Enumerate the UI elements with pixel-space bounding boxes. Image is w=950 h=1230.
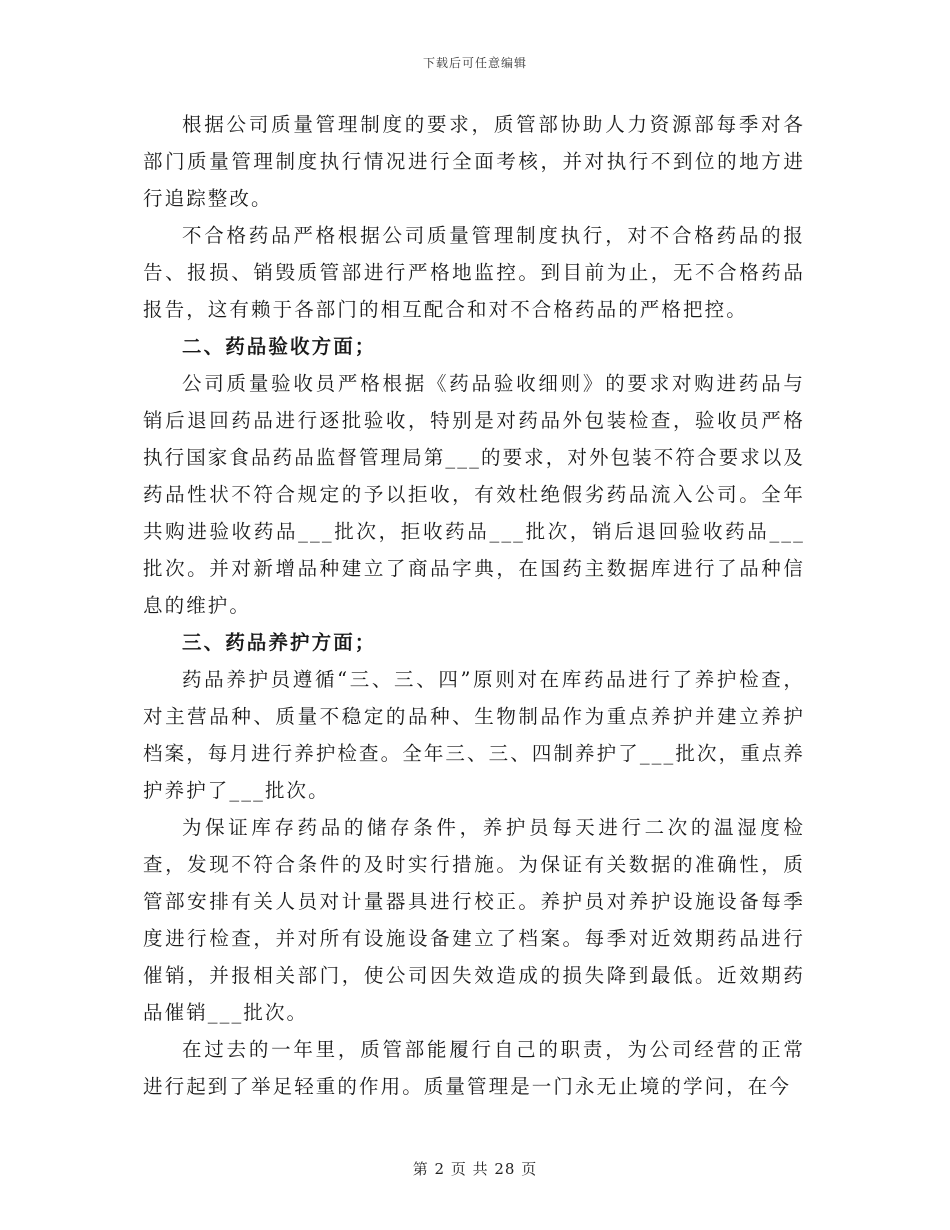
paragraph-acceptance: 公司质量验收员严格根据《药品验收细则》的要求对购进药品与销后退回药品进行逐批验收，特别是对药品外包装检查，验收员严格执行国家食品药品监督管理局第___的要求，对外包装不符合要求以及药品性状不符合规定的予以拒收，有效杜绝假劣药品流入公司。全年共购进验收药品___批次，拒收药品___批次，销后退回验收药品___批次。并对新增品种建立了商品字典，在国药主数据库进行了品种信息的维护。 [143, 372, 805, 617]
paragraph-assessment: 根据公司质量管理制度的要求，质管部协助人力资源部每季对各部门质量管理制度执行情况进行全面考核，并对执行不到位的地方进行追踪整改。 [143, 113, 805, 210]
section-heading-maintenance: 三、药品养护方面； [182, 631, 377, 654]
section-heading-acceptance: 二、药品验收方面； [182, 335, 377, 358]
document-body [143, 106, 805, 1105]
paragraph-maintenance: 药品养护员遵循“三、三、四”原则对在库药品进行了养护检查，对主营品种、质量不稳定的品种、生物制品作为重点养护并建立养护档案，每月进行养护检查。全年三、三、四制养护了___批次，重点养护养护了___批次。 [143, 668, 805, 802]
page-number: 第 2 页 共 28 页 [412, 1160, 538, 1178]
page-header: 下载后可任意编辑 [422, 56, 527, 70]
paragraph-summary: 在过去的一年里，质管部能履行自己的职责，为公司经营的正常进行起到了举足轻重的作用。质量管理是一门永无止境的学问，在今 [143, 1038, 805, 1098]
paragraph-storage-conditions: 为保证库存药品的储存条件，养护员每天进行二次的温湿度检查，发现不符合条件的及时实行措施。为保证有关数据的准确性，质管部安排有关人员对计量器具进行校正。养护员对养护设施设备每季度进行检查，并对所有设施设备建立了档案。每季对近效期药品进行催销，并报相关部门，使公司因失效造成的损失降到最低。近效期药品催销___批次。 [143, 816, 805, 1024]
paragraph-nonconforming-drugs: 不合格药品严格根据公司质量管理制度执行，对不合格药品的报告、报损、销毁质管部进行严格地监控。到目前为止，无不合格药品报告，这有赖于各部门的相互配合和对不合格药品的严格把控。 [143, 224, 805, 321]
